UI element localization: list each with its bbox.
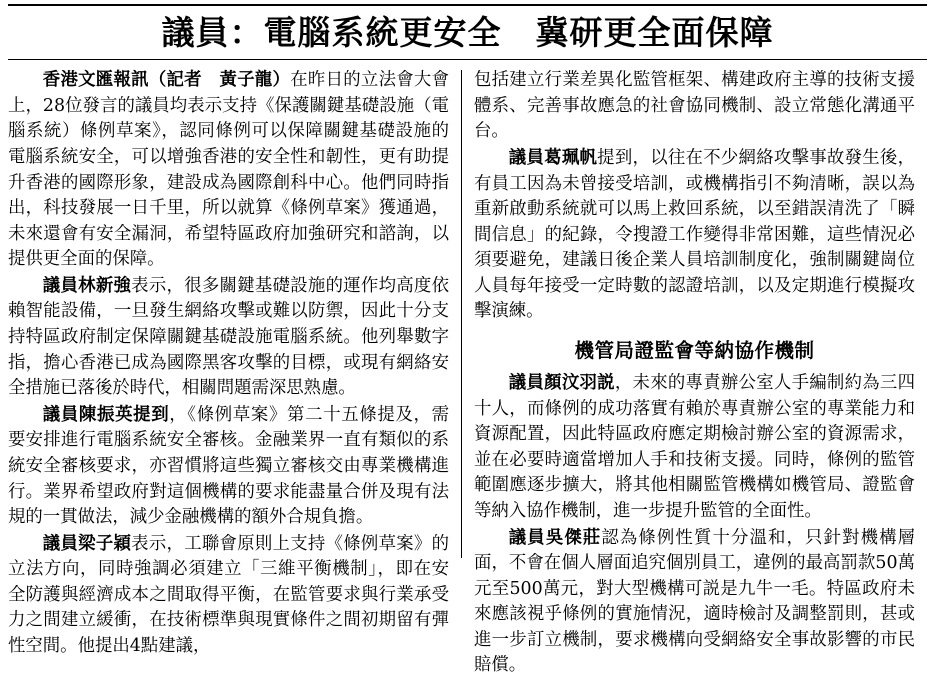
paragraph-text: 表示，工聯會原則上支持《條例草案》的立法方向，同時強調必須建立「三維平衡機制」，即在安全防護與經濟成本之間取得平衡，在監管要求與行業承受力之間建立緩衝，在技術標準與現實條件之間初期留有彈性空間。他提出4點建議，: [8, 533, 449, 656]
paragraph-text: ，未來的專責辦公室人手編制約為三四十人，而條例的成功落實有賴於專責辦公室的專業能力和資源配置，因此特區政府應定期檢討辦公室的資源需求，並在必要時適當增加人手和技術支援。同時，條例的監管範圍應逐步擴大，將其他相關監管機構如機管局、證監會等納入協作機制，進一步提升監管的全面性。: [474, 373, 915, 521]
paragraph-text: 包括建立行業差異化監管框架、構建政府主導的技術支援體系、完善事故應急的社會協同機制、設立常態化溝通平台。: [474, 70, 915, 142]
paragraph: [474, 371, 915, 524]
newspaper-page: [0, 4, 935, 676]
paragraph: [8, 68, 449, 273]
paragraph-lead: 議員吳傑莊: [508, 527, 602, 548]
paragraph-text: 提到，以往在不少網絡攻擊事故發生後，有員工因為未曾接受培訓，或機構指引不夠清晰，誤以為重新啟動系統就可以馬上救回系統，以至錯誤清洗了「瞬間信息」的紀錄，令搜證工作變得非常困難，這些情況必須要避免，建議日後企業人員培訓制度化，強制關鍵崗位人員每年接受一定時數的認證培訓，以及定期進行模擬攻擊演練。: [474, 147, 915, 322]
article-columns: [8, 68, 927, 676]
paragraph-text: 表示，很多關鍵基礎設施的運作均高度依賴智能設備，一旦發生網絡攻擊或難以防禦，因此十分支持特區政府制定保障關鍵基礎設施電腦系統。他列舉數字指，擔心香港已成為國際黑客攻擊的目標，或現有網絡安全措施已落後於時代，相關問題需深思熟慮。: [8, 275, 449, 399]
paragraph-lead: 議員顏汶羽説: [508, 373, 615, 394]
paragraph-lead: 香港文匯報訊（記者 黃子龍）: [42, 70, 291, 91]
paragraph-lead: 議員林新強: [42, 275, 132, 296]
page-title: 議員：電腦系統更安全 冀研更全面保障: [161, 13, 774, 52]
paragraph-text: ，《條例草案》第二十五條提及，需要安排進行電腦系統安全審核。金融業界一直有類似的系統安全審核要求，亦習慣將這些獨立審核交由專業機構進行。業界希望政府對這個機構的要求能盡量合併及現有法規的一貫做法，減少金融機構的額外合規負擔。: [8, 404, 449, 528]
paragraph: [8, 532, 449, 660]
section-subheading: 機管局證監會等納協作機制: [574, 339, 815, 363]
left-column: [8, 68, 461, 660]
paragraph-text: 在昨日的立法會大會上，28位發言的議員均表示支持《保護關鍵基礎設施（電腦系統）條例草案》，認同條例可以保障關鍵基礎設施的電腦系統安全，可以增強香港的安全性和韌性，更有助提升香港的國際形象，建設成為國際創科中心。他們同時指出，科技發展一日千里，所以就算《條例草案》獲通過，未來還會有安全漏洞，希望特區政府加強研究和諮詢，以提供更全面的保障。: [8, 70, 449, 270]
paragraph-lead: 議員葛珮帆: [508, 147, 598, 168]
paragraph: [474, 146, 915, 325]
paragraph-lead: 議員陳振英提到: [42, 404, 170, 425]
paragraph: [474, 526, 915, 679]
paragraph: [8, 274, 449, 402]
paragraph-text: 認為條例性質十分溫和，只針對機構層面，不會在個人層面追究個別員工，違例的最高罰款50萬元至500萬元，對大型機構可説是九牛一毛。特區政府未來應該視乎條例的實施情況，適時檢討及調整罰則，甚或進一步訂立機制，要求機構向受網絡安全事故影響的市民賠償。: [474, 527, 915, 676]
paragraph: [474, 68, 915, 145]
paragraph-lead: 議員梁子穎: [42, 533, 132, 554]
headline-underline: [8, 59, 927, 60]
right-column: [462, 68, 915, 680]
paragraph: [8, 403, 449, 531]
